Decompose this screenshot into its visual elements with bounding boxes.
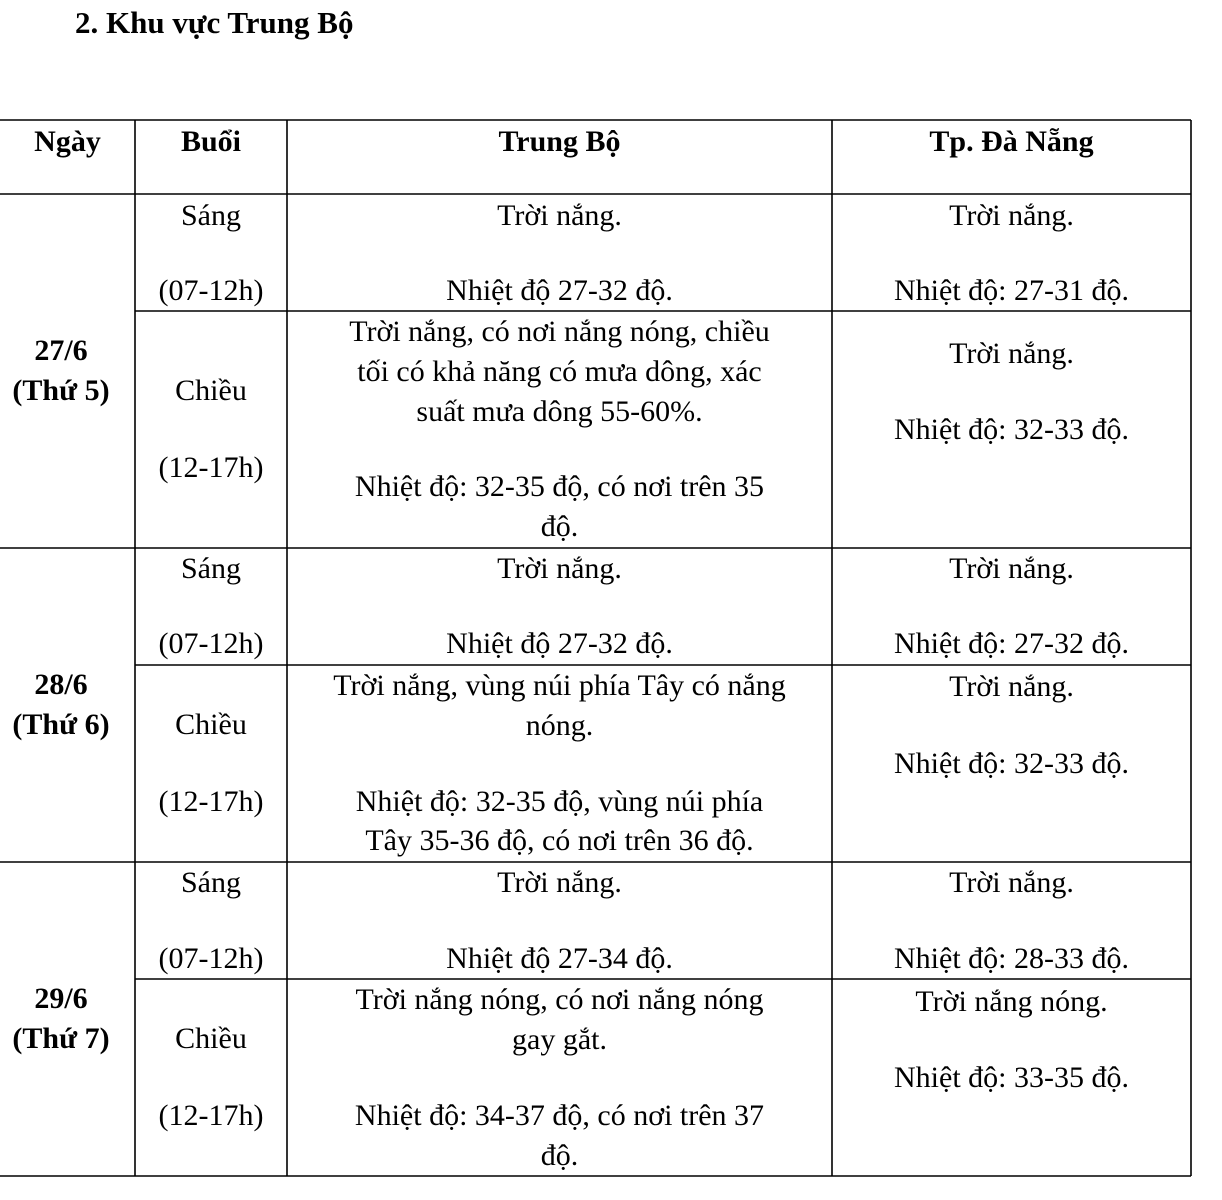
forecast-line: độ.: [540, 1139, 579, 1172]
session-label: Sáng: [181, 866, 241, 899]
session-label: Sáng: [181, 199, 241, 232]
forecast-line: Nhiệt độ: 32-35 độ, vùng núi phía: [355, 785, 764, 818]
session-label: Chiều: [175, 1022, 247, 1055]
forecast-line: Trời nắng.: [497, 199, 622, 232]
forecast-line: tối có khả năng có mưa dông, xác: [357, 355, 762, 388]
header-da-nang: Tp. Đà Nẵng: [929, 125, 1094, 158]
session-hours: (12-17h): [158, 451, 264, 484]
header-ngay: Ngày: [34, 125, 101, 158]
day-weekday: (Thứ 6): [12, 708, 110, 741]
forecast-line: Trời nắng nóng.: [915, 985, 1108, 1018]
forecast-line: Nhiệt độ: 32-35 độ, có nơi trên 35: [354, 470, 765, 503]
forecast-line: độ.: [540, 510, 579, 543]
forecast-line: Trời nắng, vùng núi phía Tây có nắng: [333, 669, 786, 702]
forecast-line: Nhiệt độ: 28-33 độ.: [894, 942, 1129, 975]
forecast-line: Trời nắng.: [949, 670, 1074, 703]
session-label: Chiều: [175, 708, 247, 741]
forecast-line: Trời nắng.: [949, 866, 1074, 899]
day-date: 28/6: [34, 668, 88, 701]
forecast-line: nóng.: [525, 709, 594, 742]
day-date: 29/6: [34, 982, 88, 1015]
session-hours: (07-12h): [158, 627, 264, 660]
day-weekday: (Thứ 7): [12, 1022, 110, 1055]
session-hours: (07-12h): [158, 274, 264, 307]
forecast-line: Trời nắng.: [949, 552, 1074, 585]
header-trung-bo: Trung Bộ: [498, 125, 621, 158]
forecast-line: Nhiệt độ: 27-31 độ.: [894, 274, 1129, 307]
day-weekday: (Thứ 5): [12, 374, 110, 407]
forecast-line: Trời nắng, có nơi nắng nóng, chiều: [349, 315, 770, 348]
forecast-line: Nhiệt độ 27-34 độ.: [446, 942, 673, 975]
session-hours: (12-17h): [158, 785, 264, 818]
forecast-line: gay gắt.: [512, 1023, 607, 1056]
session-label: Sáng: [181, 552, 241, 585]
forecast-line: Nhiệt độ 27-32 độ.: [446, 274, 673, 307]
forecast-line: Trời nắng.: [497, 552, 622, 585]
forecast-line: Nhiệt độ 27-32 độ.: [446, 627, 673, 660]
forecast-line: Nhiệt độ: 34-37 độ, có nơi trên 37: [354, 1099, 765, 1132]
forecast-line: Trời nắng nóng, có nơi nắng nóng: [355, 983, 764, 1016]
forecast-line: Nhiệt độ: 33-35 độ.: [894, 1061, 1129, 1094]
forecast-line: Trời nắng.: [949, 199, 1074, 232]
session-hours: (07-12h): [158, 942, 264, 975]
forecast-line: Nhiệt độ: 27-32 độ.: [894, 627, 1129, 660]
forecast-line: Nhiệt độ: 32-33 độ.: [894, 747, 1129, 780]
forecast-line: suất mưa dông 55-60%.: [416, 395, 703, 428]
section-heading: 2. Khu vực Trung Bộ: [75, 5, 354, 40]
session-label: Chiều: [175, 374, 247, 407]
forecast-line: Nhiệt độ: 32-33 độ.: [894, 413, 1129, 446]
day-date: 27/6: [34, 334, 88, 367]
header-buoi: Buổi: [180, 125, 242, 158]
forecast-line: Trời nắng.: [949, 337, 1074, 370]
session-hours: (12-17h): [158, 1099, 264, 1132]
forecast-line: Trời nắng.: [497, 866, 622, 899]
forecast-line: Tây 35-36 độ, có nơi trên 36 độ.: [365, 824, 754, 857]
